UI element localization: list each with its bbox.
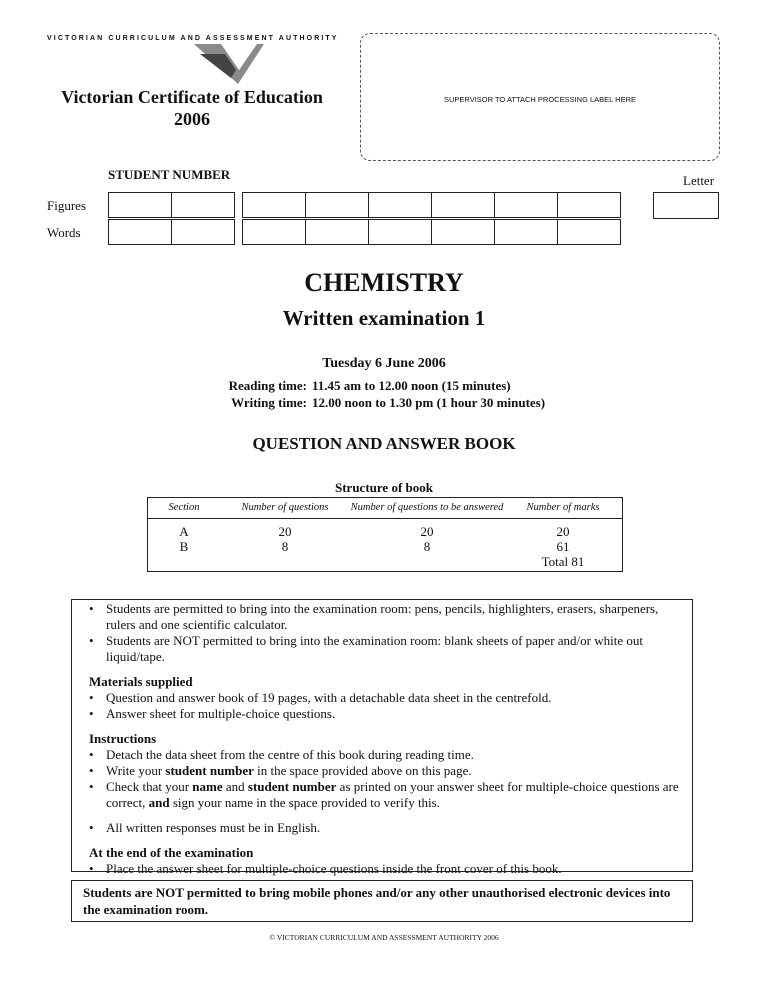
not-permitted-items: • Students are NOT permitted to bring into the examination room: blank sheets of paper and/or white out liquid/tape. (89, 633, 682, 665)
cell-section: B (179, 539, 189, 554)
col-header-questions: Number of questions (220, 498, 350, 519)
cell-answered: 20 (420, 524, 434, 539)
materials-heading: Materials supplied (89, 674, 193, 689)
col-header-marks: Number of marks (504, 498, 623, 519)
instruction-item (89, 763, 682, 779)
letter-label: Letter (683, 173, 715, 188)
instructions-box (71, 599, 693, 876)
reading-time-row (216, 377, 545, 394)
end-of-exam-item: • Place the answer sheet for multiple-choice questions inside the front cover of this book. (89, 861, 682, 877)
words-label: Words (47, 225, 81, 240)
table-total-row (148, 554, 623, 572)
exam-date: Tuesday 6 June 2006 (322, 356, 446, 371)
table-row (148, 539, 623, 554)
cell-marks: 20 (556, 524, 570, 539)
word-box[interactable] (242, 219, 306, 245)
exam-times (216, 377, 545, 411)
cell-questions: 20 (278, 524, 292, 539)
end-of-exam-heading: At the end of the examination (89, 845, 254, 860)
figures-label: Figures (47, 198, 86, 213)
figure-box[interactable] (171, 192, 235, 218)
certificate-title (47, 86, 337, 130)
figures-boxes (108, 192, 620, 218)
word-box[interactable] (171, 219, 235, 245)
certificate-line: Victorian Certificate of Education (61, 87, 323, 107)
writing-time-label: Writing time: (231, 395, 307, 410)
reading-time-label: Reading time: (228, 378, 307, 393)
authority-name: VICTORIAN CURRICULUM AND ASSESSMENT AUTHORITY (47, 35, 339, 42)
figure-box[interactable] (305, 192, 369, 218)
processing-label-area (360, 33, 720, 161)
student-number-title: STUDENT NUMBER (108, 167, 231, 182)
letter-box[interactable] (653, 192, 719, 219)
instruction-text: in the space provided above on this page. (253, 763, 472, 778)
vcaa-logo (194, 44, 264, 86)
word-box[interactable] (108, 219, 172, 245)
cell-answered: 8 (423, 539, 431, 554)
structure-table (147, 497, 623, 572)
subject-title: CHEMISTRY (304, 268, 464, 297)
word-box[interactable] (431, 219, 495, 245)
instructions-heading: Instructions (89, 731, 157, 746)
table-row (148, 519, 623, 540)
supervisor-label-text: SUPERVISOR TO ATTACH PROCESSING LABEL HERE (444, 95, 636, 104)
figure-box[interactable] (368, 192, 432, 218)
writing-time-value: 12.00 noon to 1.30 pm (1 hour 30 minutes) (312, 395, 546, 410)
instruction-text: Write your (106, 763, 166, 778)
word-box[interactable] (305, 219, 369, 245)
structure-title: Structure of book (335, 480, 433, 495)
materials-item: • Question and answer book of 19 pages, with a detachable data sheet in the centrefold. (89, 690, 682, 706)
exam-name: Written examination 1 (282, 306, 486, 330)
figure-box[interactable] (494, 192, 558, 218)
cell-section: A (179, 524, 189, 539)
writing-time-row (216, 394, 545, 411)
word-box[interactable] (557, 219, 621, 245)
instruction-text: Check that your (106, 779, 193, 794)
instruction-item (89, 779, 682, 811)
permitted-items: • Students are permitted to bring into the examination room: pens, pencils, highlighters, erasers, sharpeners, rulers and one scientific calculator. (89, 601, 682, 633)
materials-item: • Answer sheet for multiple-choice questions. (89, 706, 682, 722)
instruction-emphasis: and (148, 795, 170, 810)
col-header-answered: Number of questions to be answered (350, 498, 504, 519)
figure-box[interactable] (431, 192, 495, 218)
book-title: QUESTION AND ANSWER BOOK (252, 434, 516, 453)
cell-questions: 8 (281, 539, 289, 554)
col-header-section: Section (148, 498, 221, 519)
instruction-item: • Detach the data sheet from the centre of this book during reading time. (89, 747, 682, 763)
words-boxes (108, 219, 620, 245)
instruction-text: sign your name in the space provided to verify this. (169, 795, 440, 810)
instruction-text: as printed on your answer sheet for multiple-choice questions are correct, (106, 779, 679, 810)
instruction-text: and (222, 779, 248, 794)
word-box[interactable] (368, 219, 432, 245)
copyright: © VICTORIAN CURRICULUM AND ASSESSMENT AUTHORITY 2006 (269, 933, 499, 942)
figure-box[interactable] (557, 192, 621, 218)
cell-marks: 61 (556, 539, 570, 554)
certificate-year: 2006 (174, 109, 210, 129)
instruction-emphasis: student number (165, 763, 254, 778)
reading-time-value: 11.45 am to 12.00 noon (15 minutes) (312, 378, 511, 393)
figure-box[interactable] (242, 192, 306, 218)
word-box[interactable] (494, 219, 558, 245)
instruction-emphasis: student number (247, 779, 337, 794)
instruction-emphasis: name (192, 779, 223, 794)
total-marks: Total 81 (541, 554, 585, 569)
figure-box[interactable] (108, 192, 172, 218)
english-instruction: • All written responses must be in English. (89, 820, 682, 836)
mobile-phone-warning: Students are NOT permitted to bring mobile phones and/or any other unauthorised electronic devices into the examination room. (71, 880, 693, 922)
